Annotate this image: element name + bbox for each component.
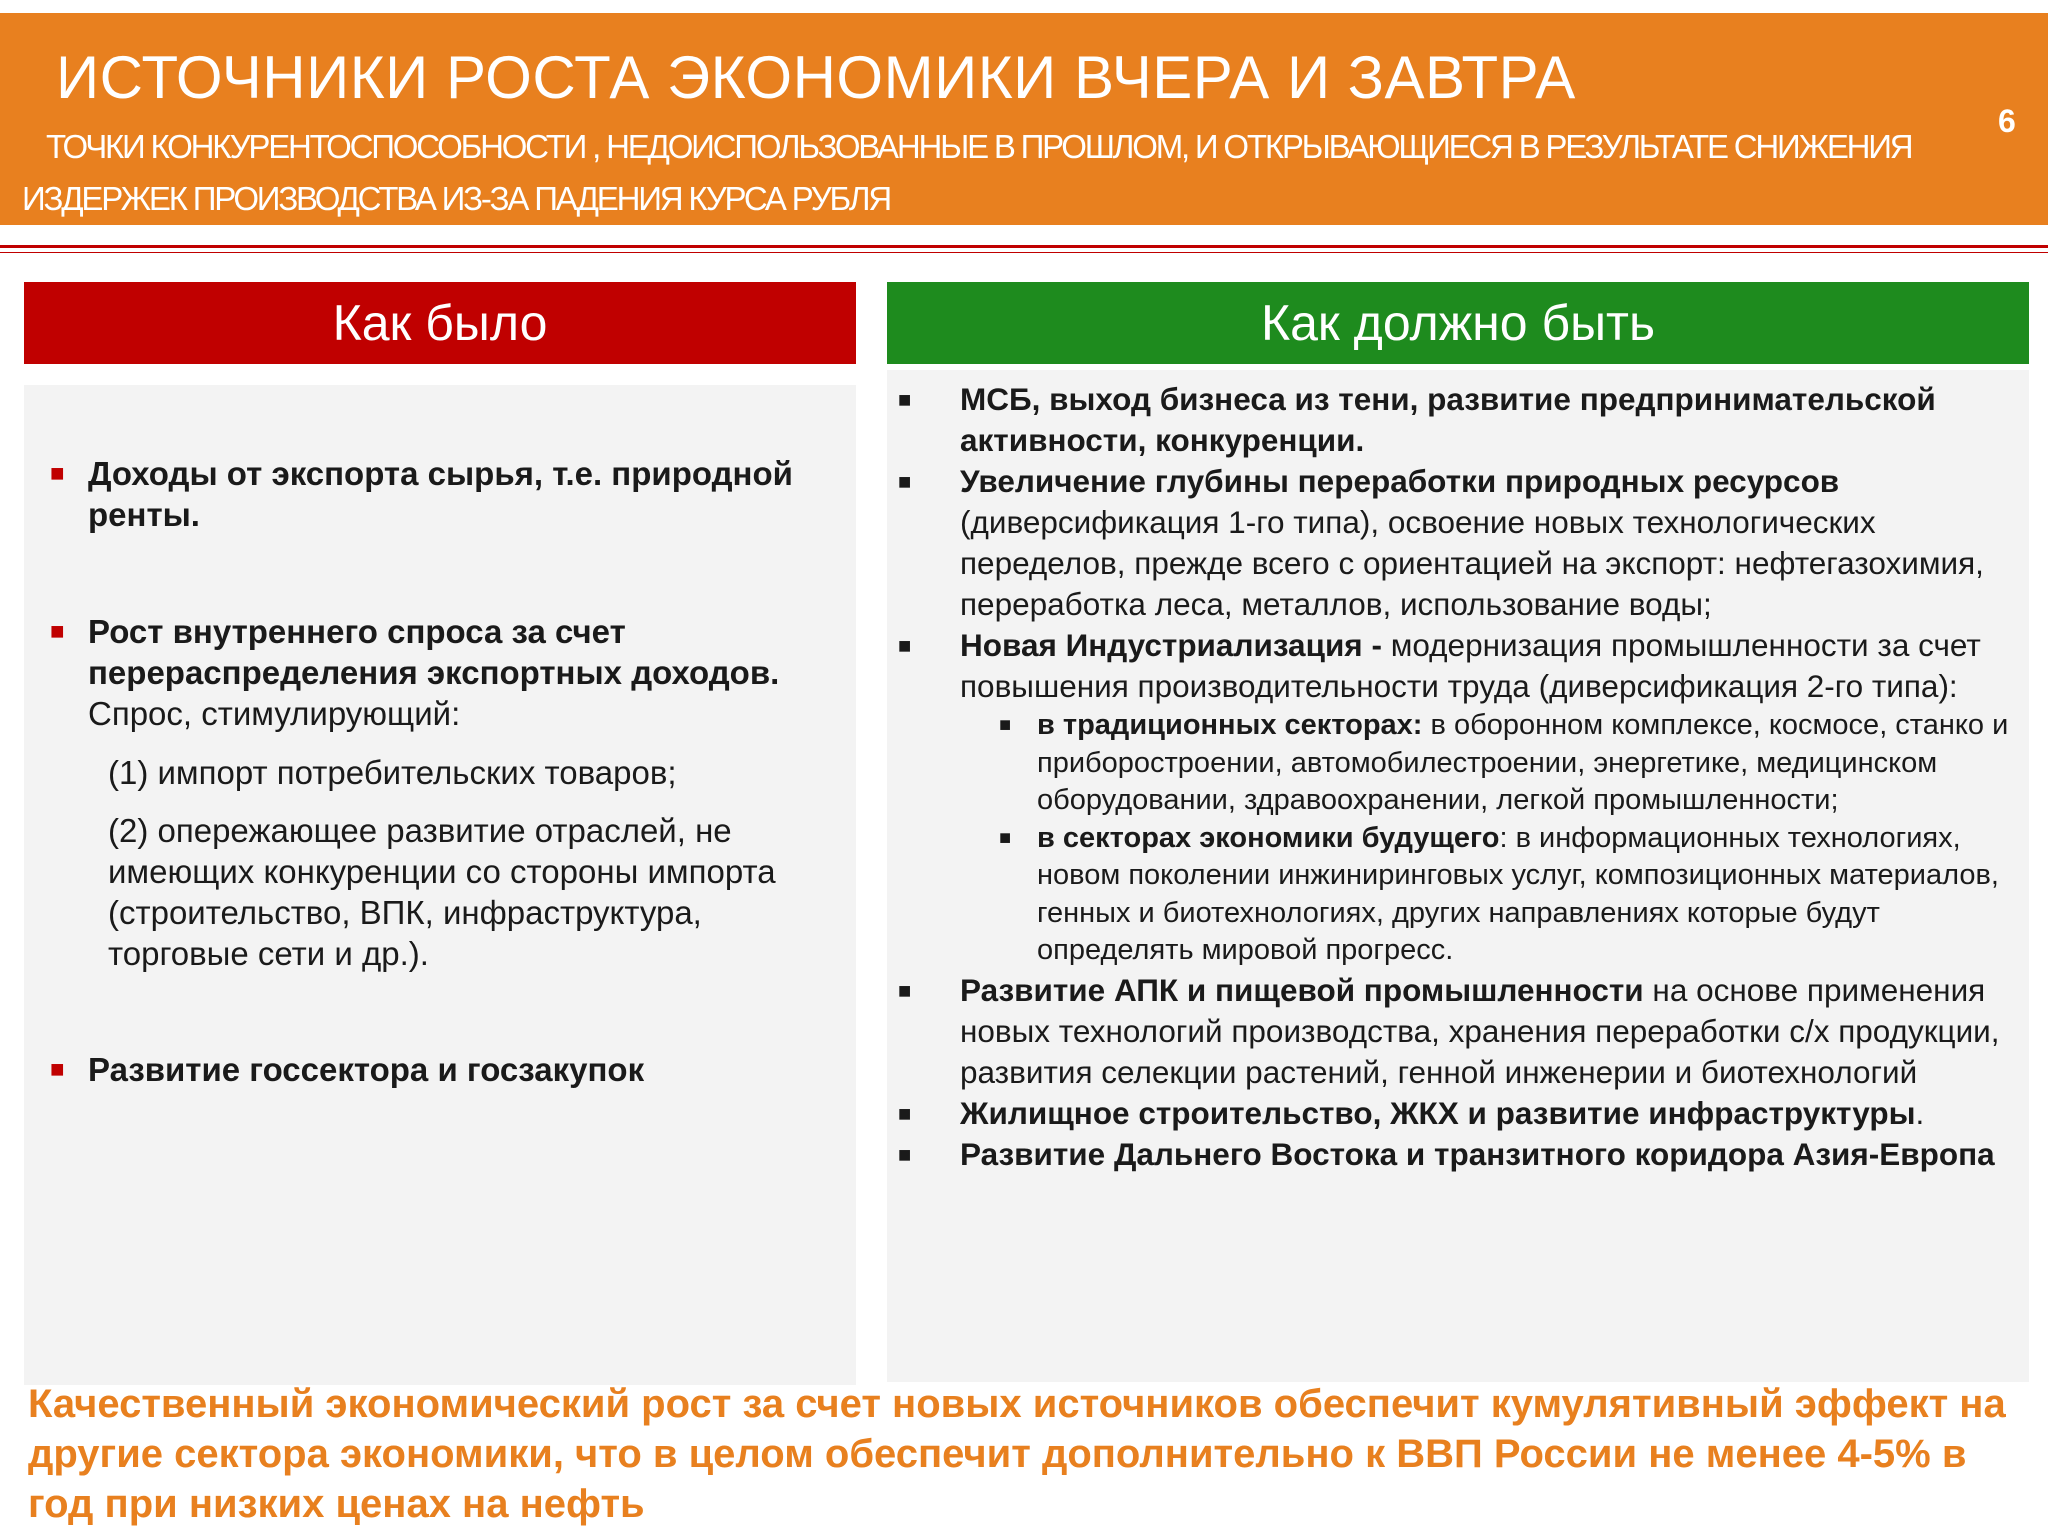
list-item-text: Развитие госсектора и госзакупок — [88, 1051, 645, 1088]
list-item — [50, 453, 828, 535]
list-item-bold: Рост внутреннего спроса за счет перераспределения экспортных доходов. — [88, 613, 780, 691]
list-item-text: (диверсификация 1-го типа), освоение новых технологических переделов, прежде всего с ориентацией на экспорт: нефтегазохимия, переработка леса, металлов, использование воды; — [960, 504, 1984, 622]
list-item — [898, 970, 2030, 1093]
list-item-bold: Увеличение глубины переработки природных ресурсов — [960, 463, 1840, 499]
square-bullet-icon: ■ — [50, 1056, 65, 1083]
square-bullet-icon: ■ — [898, 469, 912, 494]
list-item — [898, 625, 2030, 707]
column-heading-should-be: Как должно быть — [887, 282, 2029, 364]
square-bullet-icon: ■ — [999, 714, 1012, 736]
list-item — [898, 1134, 2030, 1175]
divider-rule-thin — [0, 252, 2048, 253]
list-item-text: Доходы от экспорта сырья, т.е. природной ренты. — [88, 455, 793, 533]
sub-item-text: : в информационных технологиях, новом поколении инжиниринговых услуг, композиционных материалов, генных и биотехнологиях, других направлениях которые будут определять мировой прогресс. — [1037, 821, 1999, 966]
list-item-bold: Новая Индустриализация - — [960, 627, 1382, 663]
page-number: 6 — [1998, 103, 2016, 139]
subtitle-line-1: ТОЧКИ КОНКУРЕНТОСПОСОБНОСТИ , НЕДОИСПОЛЬЗОВАННЫЕ В ПРОШЛОМ, И ОТКРЫВАЮЩИЕСЯ В РЕЗУЛЬТАТЕ СНИЖЕНИЯ — [46, 128, 1912, 165]
sub-list-item: (1) импорт потребительских товаров; — [108, 754, 677, 791]
square-bullet-icon: ■ — [50, 460, 65, 487]
sub-item-text: в оборонном комплексе, космосе, станко и приборостроении, автомобилестроении, энергетике, медицинском оборудовании, здравоохранении, легкой промышленности; — [1037, 709, 2009, 816]
conclusion-text: Качественный экономический рост за счет новых источников обеспечит кумулятивный эффект на другие сектора экономики, что в целом обеспечит дополнительно к ВВП России не менее 4-5% в год при низких ценах на нефть — [28, 1382, 2006, 1526]
sub-item-bold: в секторах экономики будущего — [1037, 821, 1500, 854]
square-bullet-icon: ■ — [898, 1141, 912, 1167]
list-item-text: Спрос, стимулирующий: — [88, 695, 461, 732]
list-item-text: . — [1915, 1094, 1925, 1131]
square-bullet-icon: ■ — [999, 826, 1012, 849]
slide-title: ИСТОЧНИКИ РОСТА ЭКОНОМИКИ ВЧЕРА И ЗАВТРА — [56, 44, 1576, 111]
subtitle-line-2: ИЗДЕРЖЕК ПРОИЗВОДСТВА ИЗ-ЗА ПАДЕНИЯ КУРСА РУБЛЯ — [22, 180, 891, 217]
list-item-bold: Жилищное строительство, ЖКХ и развитие инфраструктуры — [960, 1094, 1916, 1131]
list-item-text: модернизация промышленности за счет повышения производительности труда (диверсификация 2-го типа): — [960, 627, 1981, 704]
sub-item-bold: в традиционных секторах: — [1037, 709, 1423, 741]
square-bullet-icon: ■ — [898, 387, 912, 412]
square-bullet-icon: ■ — [50, 618, 65, 645]
title-banner — [0, 13, 2048, 225]
slide-subtitle — [22, 121, 1952, 225]
square-bullet-icon: ■ — [898, 1100, 912, 1126]
sub-list-item: (2) опережающее развитие отраслей, не имеющих конкуренции со стороны импорта (строительство, ВПК, инфраструктура, торговые сети и др.). — [108, 812, 776, 972]
column-heading-before: Как было — [24, 282, 856, 364]
list-item — [50, 611, 828, 734]
should-be-list — [898, 379, 2030, 1175]
square-bullet-icon: ■ — [898, 977, 912, 1003]
list-item-bold: Развитие АПК и пищевой промышленности — [960, 971, 1644, 1008]
sub-list-item — [999, 820, 2030, 970]
square-bullet-icon: ■ — [898, 633, 912, 658]
list-item — [898, 1093, 2030, 1134]
list-item — [898, 379, 2030, 461]
divider-rule — [0, 245, 2048, 248]
list-item — [898, 461, 2030, 625]
sub-list-item — [999, 707, 2030, 820]
list-item — [50, 1049, 828, 1090]
list-item-bold: МСБ, выход бизнеса из тени, развитие предпринимательской активности, конкуренции. — [960, 381, 1936, 458]
list-item-text: на основе применения новых технологий производства, хранения переработки с/х продукции, развития селекции растений, генной инженерии и биотехнологий — [960, 971, 2000, 1090]
list-item-bold: Развитие Дальнего Востока и транзитного коридора Азия-Европа — [960, 1135, 1995, 1172]
